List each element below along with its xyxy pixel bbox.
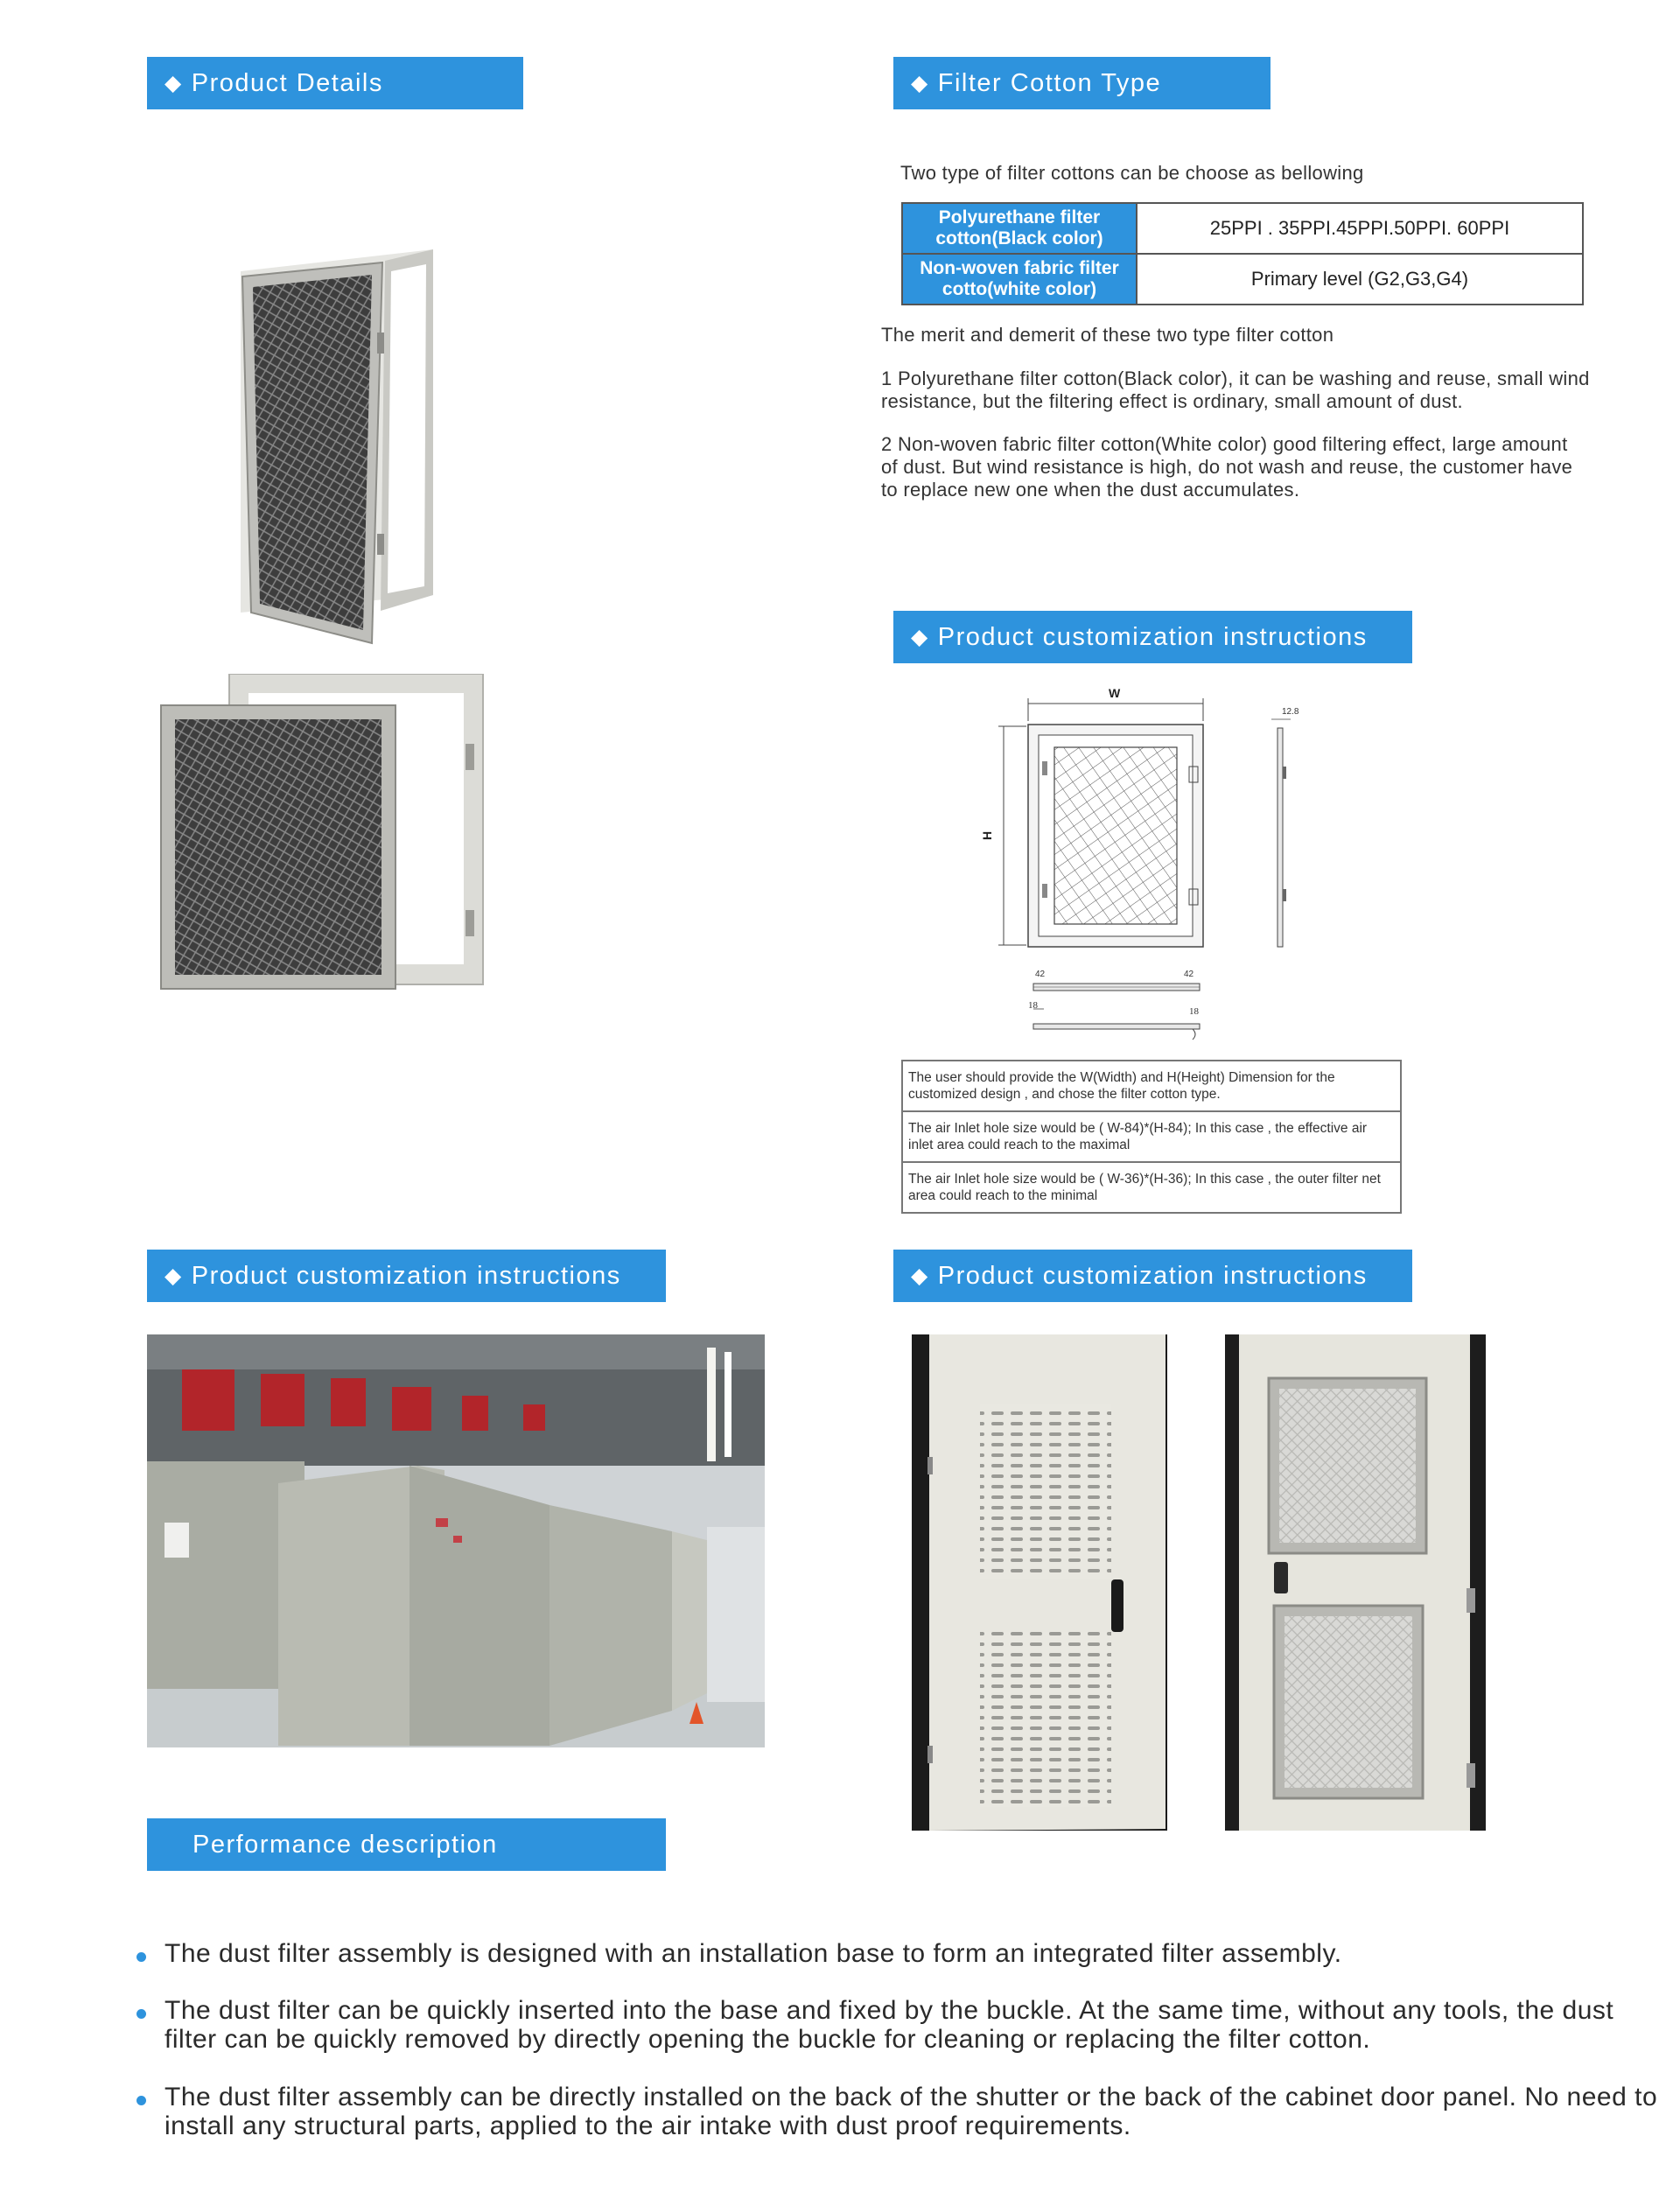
bullet-icon: [136, 2096, 146, 2105]
dimension-18-left: 18: [1028, 1000, 1038, 1011]
performance-bullet: [136, 2083, 1659, 2140]
customization-header-3: [893, 1250, 1412, 1302]
performance-bullet: [136, 1996, 1659, 2054]
product-details-header: [147, 57, 523, 109]
table-row: [902, 1162, 1401, 1213]
side-dimension-label: 12.8: [1282, 707, 1299, 717]
dimension-drawing: [958, 683, 1326, 1050]
filter-type-label: Non-woven fabric filter cotto(white color): [902, 254, 1137, 305]
diamond-icon: ◆: [911, 1264, 929, 1288]
width-label: W: [1109, 686, 1121, 700]
dimension-42-left: 42: [1035, 970, 1046, 979]
diamond-icon: ◆: [911, 625, 929, 649]
header-title: Product customization instructions: [191, 1262, 621, 1290]
table-row: [902, 203, 1583, 254]
header-title: Product customization instructions: [937, 1262, 1368, 1290]
customization-header-2: [147, 1250, 666, 1302]
header-title: Product Details: [191, 69, 383, 97]
filter-type-label: Polyurethane filter cotton(Black color): [902, 203, 1137, 254]
diamond-icon: ◆: [164, 71, 183, 95]
bullet-text: The dust filter can be quickly inserted into the base and fixed by the buckle. At the same time, without any tools, the dust filter can be quickly removed by directly opening the buckle for cleaning or replacing the filter cotton.: [164, 1996, 1614, 2054]
filter-cotton-table: [901, 202, 1584, 305]
filter-type-value: Primary level (G2,G3,G4): [1137, 254, 1583, 305]
diamond-icon: ◆: [164, 1264, 183, 1288]
filter-type-value: 25PPI . 35PPI.45PPI.50PPI. 60PPI: [1137, 203, 1583, 254]
bullet-icon: [136, 2009, 146, 2019]
merit-title: The merit and demerit of these two type filter cotton: [881, 324, 1334, 346]
dimension-18-right: 18: [1189, 1006, 1199, 1017]
header-title: Performance description: [192, 1831, 498, 1859]
customization-table: [901, 1060, 1402, 1214]
table-row: [902, 1111, 1401, 1162]
product-photo-open-frame: [232, 245, 442, 648]
bullet-icon: [136, 1952, 146, 1962]
customization-note: The air Inlet hole size would be ( W-36)*(H-36); In this case , the outer filter net area could reach to the minimal: [902, 1162, 1401, 1213]
height-label: H: [980, 830, 994, 840]
cabinet-door-slots-photo: [912, 1334, 1167, 1831]
bullet-text: The dust filter assembly is designed with an installation base to form an integrated filter assembly.: [164, 1939, 1342, 1968]
product-photo-filter-base: [159, 674, 492, 993]
header-title: Filter Cotton Type: [937, 69, 1162, 97]
bullet-text: The dust filter assembly can be directly installed on the back of the shutter or the back of the cabinet door panel. No need to install any structural parts, applied to the air intake with dust proof requirements.: [164, 2083, 1658, 2140]
filter-intro-text: Two type of filter cottons can be choose as bellowing: [900, 162, 1364, 184]
table-row: [902, 254, 1583, 305]
customization-note: The user should provide the W(Width) and H(Height) Dimension for the customized design , and chose the filter cotton type.: [902, 1061, 1401, 1111]
application-photo-cabinets: [147, 1334, 765, 1747]
merit-paragraph-2: 2 Non-woven fabric filter cotton(White color) good filtering effect, large amount of dust. But wind resistance is high, do not wash and reuse, the customer have to replace new one when the dust accumulates.: [881, 433, 1573, 501]
cabinet-door-filters-photo: [1225, 1334, 1486, 1831]
header-title: Product customization instructions: [937, 623, 1368, 651]
merit-paragraph-1: 1 Polyurethane filter cotton(Black color), it can be washing and reuse, small wind resistance, but the filtering effect is ordinary, small amount of dust.: [881, 368, 1590, 412]
performance-bullet: [136, 1939, 1659, 1968]
table-row: [902, 1061, 1401, 1111]
customization-header-1: [893, 611, 1412, 663]
performance-header: [147, 1818, 666, 1871]
dimension-42-right: 42: [1184, 970, 1194, 979]
customization-note: The air Inlet hole size would be ( W-84)*(H-84); In this case , the effective air inlet area could reach to the maximal: [902, 1111, 1401, 1162]
filter-cotton-type-header: [893, 57, 1270, 109]
diamond-icon: ◆: [911, 71, 929, 95]
